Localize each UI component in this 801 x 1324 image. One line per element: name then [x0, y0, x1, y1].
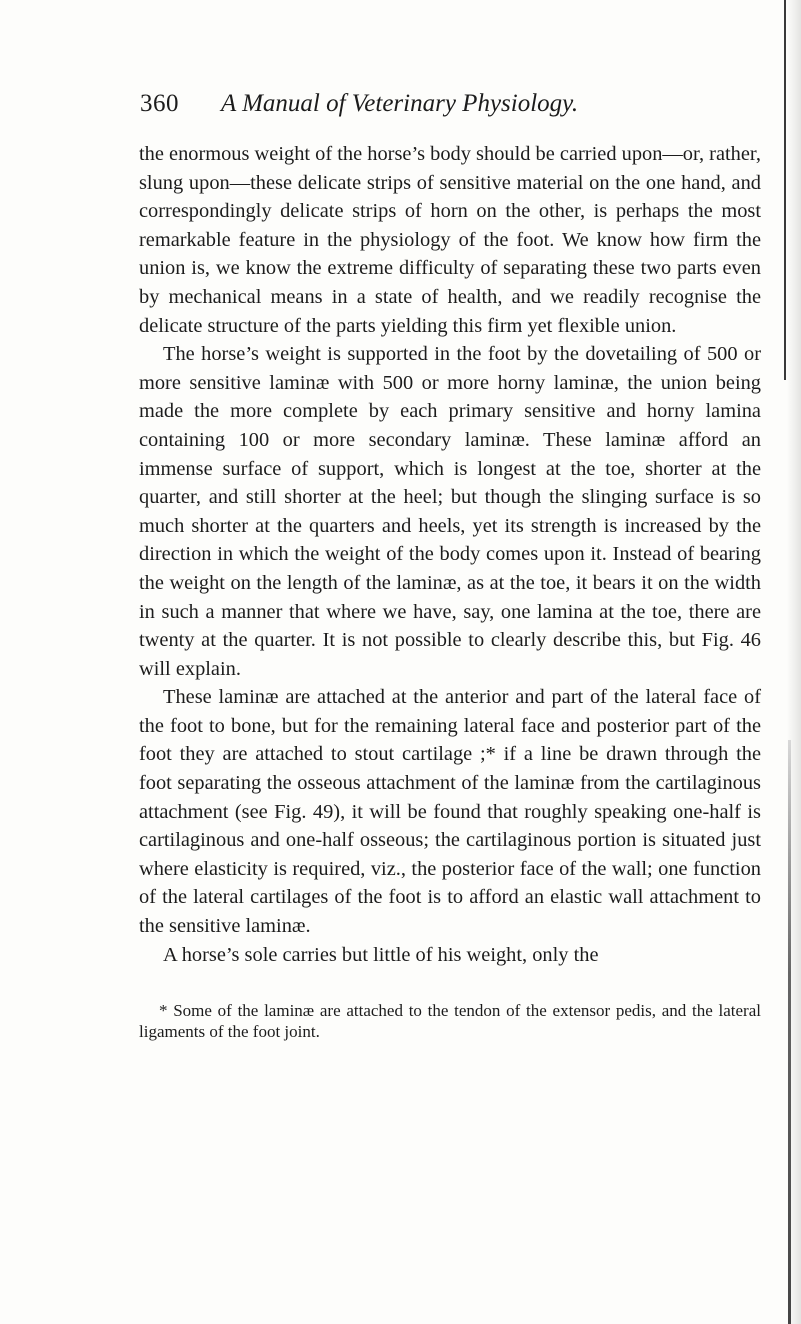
paragraph-4: A horse’s sole carries but little of his weight, only the	[163, 943, 599, 966]
footnote-text: * Some of the laminæ are attached to the tendon of the extensor pedis, and the lateral ligaments of the foot joint.	[139, 1001, 761, 1041]
page-edge-line	[784, 0, 786, 380]
page-edge-line-lower	[788, 740, 791, 1324]
running-title: A Manual of Veterinary Physiology.	[221, 90, 579, 117]
running-header	[140, 88, 740, 120]
footnote	[139, 1000, 761, 1042]
page-number: 360	[140, 90, 179, 117]
paragraph-3: These laminæ are attached at the anterior and part of the lateral face of the foot to bone, but for the remaining lateral face and posterior part of the foot they are attached to stout cartilage ;* if a line be drawn through the foot separating the osseous attachment of the laminæ from the cartilaginous attachment (see Fig. 49), it will be found that roughly speaking one-half is cartilaginous and one-half osseous; the cartilaginous portion is situated just where elasticity is required, viz., the posterior face of the wall; one function of the lateral cartilages of the foot is to afford an elastic wall attachment to the sensitive laminæ.	[139, 686, 761, 938]
body-text	[139, 140, 761, 969]
paragraph-2: The horse’s weight is supported in the foot by the dovetailing of 500 or more sensitive laminæ with 500 or more horny laminæ, the union being made the more complete by each primary sensitive and horny lamina containing 100 or more secondary laminæ. These laminæ afford an immense surface of support, which is longest at the toe, shorter at the quarter, and still shorter at the heel; but though the slinging surface is so much shorter at the quarters and heels, yet its strength is increased by the direction in which the weight of the body comes upon it. Instead of bearing the weight on the length of the laminæ, as at the toe, it bears it on the width in such a manner that where we have, say, one lamina at the toe, there are twenty at the quarter. It is not possible to clearly describe this, but Fig. 46 will explain.	[139, 343, 761, 680]
paragraph-1: the enormous weight of the horse’s body should be carried upon—or, rather, slung upon—these delicate strips of sensitive material on the one hand, and correspondingly delicate strips of horn on the other, is perhaps the most remarkable feature in the physiology of the foot. We know how firm the union is, we know the extreme difficulty of separating these two parts even by mechanical means in a state of health, and we readily recognise the delicate structure of the parts yielding this firm yet flexible union.	[139, 143, 761, 337]
